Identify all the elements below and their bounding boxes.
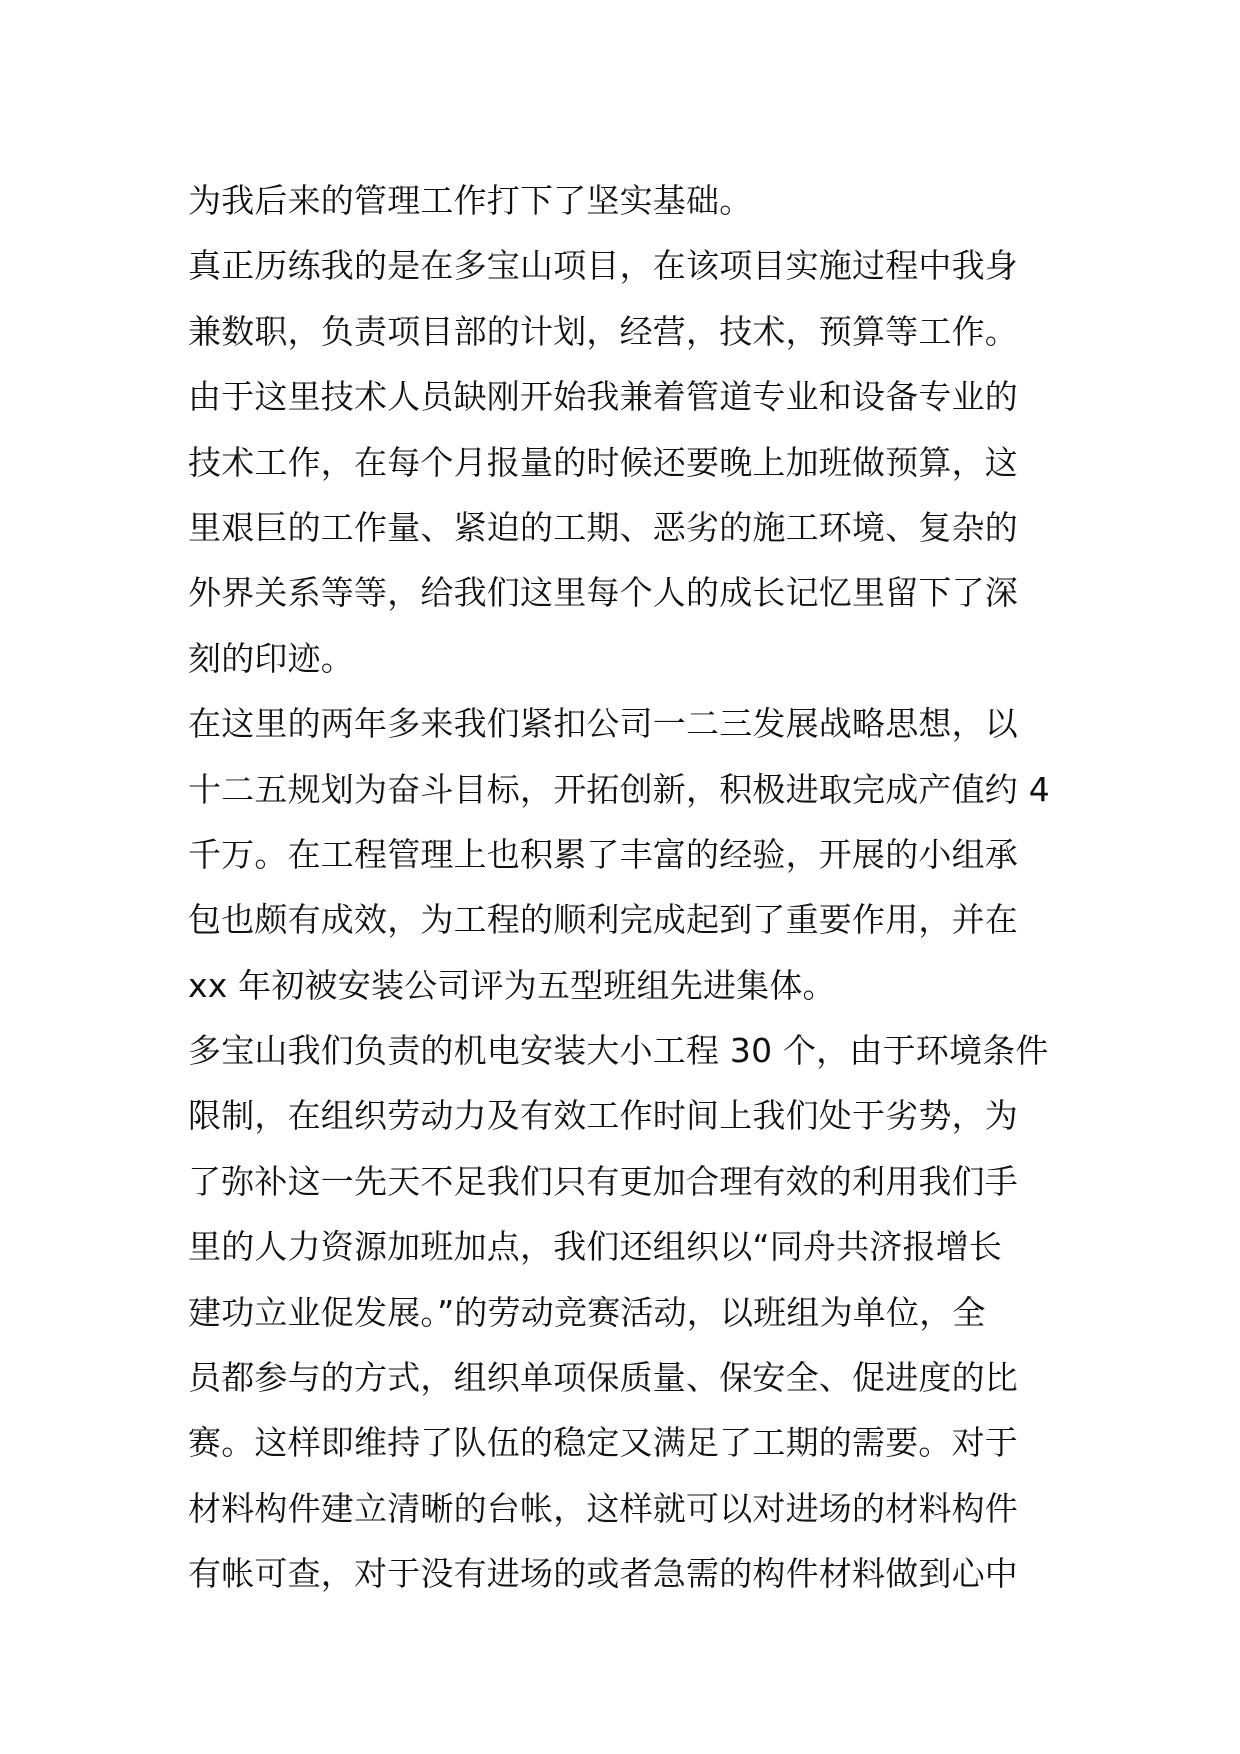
text-line: 限制，在组织劳动力及有效工作时间上我们处于劣势，为 bbox=[188, 1096, 1018, 1136]
text-line: 真正历练我的是在多宝山项目，在该项目实施过程中我身 bbox=[188, 246, 1018, 286]
text-line: 千万。在工程管理上也积累了丰富的经验，开展的小组承 bbox=[188, 834, 1018, 874]
text-line: 了弥补这一先天不足我们只有更加合理有效的利用我们手 bbox=[188, 1161, 1018, 1201]
text-line: 建功立业促发展。”的劳动竞赛活动，以班组为单位，全 bbox=[188, 1292, 986, 1332]
text-line: 多宝山我们负责的机电安装大小工程 30 个，由于环境条件 bbox=[188, 1031, 1049, 1071]
text-line: 外界关系等等，给我们这里每个人的成长记忆里留下了深 bbox=[188, 573, 1018, 613]
text-line: 里艰巨的工作量、紧迫的工期、恶劣的施工环境、复杂的 bbox=[188, 507, 1018, 547]
text-line: 在这里的两年多来我们紧扣公司一二三发展战略思想，以 bbox=[188, 704, 1018, 744]
text-line: 材料构件建立清晰的台帐，这样就可以对进场的材料构件 bbox=[188, 1488, 1018, 1528]
body-text bbox=[188, 168, 1058, 1607]
text-line: 有帐可查，对于没有进场的或者急需的构件材料做到心中 bbox=[188, 1554, 1018, 1594]
text-line: 由于这里技术人员缺刚开始我兼着管道专业和设备专业的 bbox=[188, 377, 1018, 417]
text-line: 包也颇有成效，为工程的顺利完成起到了重要作用，并在 bbox=[188, 900, 1018, 940]
text-line: 刻的印迹。 bbox=[188, 638, 354, 678]
text-line: 为我后来的管理工作打下了坚实基础。 bbox=[188, 181, 753, 220]
text-line: 里的人力资源加班加点，我们还组织以“同舟共济报增长 bbox=[188, 1227, 1003, 1267]
text-line: 员都参与的方式，组织单项保质量、保安全、促进度的比 bbox=[188, 1358, 1018, 1398]
text-line: 技术工作，在每个月报量的时候还要晚上加班做预算，这 bbox=[188, 442, 1018, 482]
text-line: 赛。这样即维持了队伍的稳定又满足了工期的需要。对于 bbox=[188, 1423, 1018, 1463]
text-line: 十二五规划为奋斗目标，开拓创新，积极进取完成产值约 4 bbox=[188, 769, 1050, 809]
text-line: xx 年初被安装公司评为五型班组先进集体。 bbox=[188, 965, 836, 1005]
text-line: 兼数职，负责项目部的计划，经营，技术，预算等工作。 bbox=[188, 311, 1018, 351]
